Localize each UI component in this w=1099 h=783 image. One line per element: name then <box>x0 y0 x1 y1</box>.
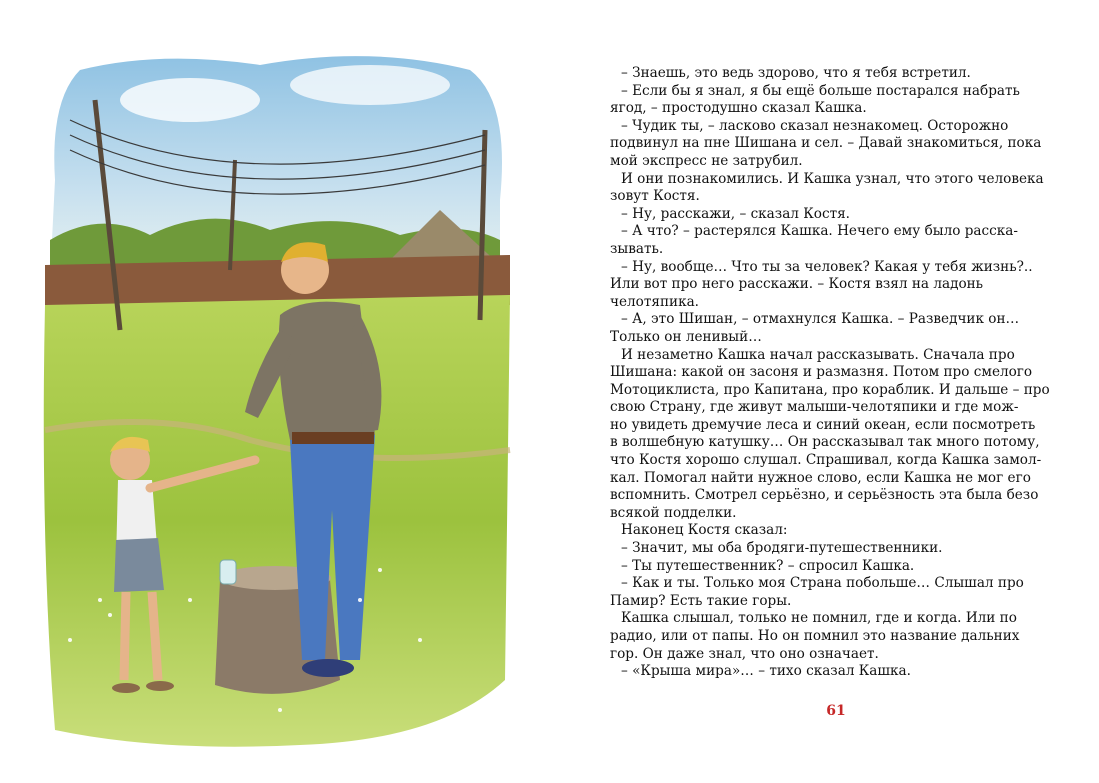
paragraph: Наконец Костя сказал: <box>621 522 788 539</box>
paragraph: И незаметно Кашка начал рассказывать. Сначала про Шишана: какой он засоня и размазня. Потом про смелого Мотоциклиста, про Капитана, про кораблик. И дальше – про свою Страну, где живут малыши-челотяпики и где мож- но увидеть дремучие леса и синий океан, если посмотреть в волшебную катушку… Он рассказывал так много потому, что Костя хорошо слушал. Спрашивал, когда Кашка замол- кал. Помогал найти нужное слово, если Кашка не мог его вспомнить. Смотрел серьёзно, и серьёзность эта была безо всякой подделки. <box>610 346 1050 521</box>
paragraph: – А что? – растерялся Кашка. Нечего ему было расска- зывать. <box>610 223 1018 257</box>
paragraph: – «Крыша мира»… – тихо сказал Кашка. <box>621 663 911 680</box>
page-number: 61 <box>826 703 846 719</box>
paragraph: Кашка слышал, только не помнил, где и когда. Или по радио, или от папы. Но он помнил это название дальних гор. Он даже знал, что оно означает. <box>610 610 1020 662</box>
paragraph: И они познакомились. И Кашка узнал, что этого человека зовут Костя. <box>610 170 1044 205</box>
illustration-boy-and-man <box>40 40 540 760</box>
paragraph: – Как и ты. Только моя Страна побольше… Слышал про Памир? Есть такие горы. <box>610 575 1024 609</box>
story-text <box>610 65 1073 681</box>
right-page <box>560 0 1099 783</box>
paragraph: – Ну, вообще… Что ты за человек? Какая у тебя жизнь?.. Или вот про него расскажи. – Костя взял на ладонь челотяпика. <box>610 258 1033 310</box>
paragraph: – Если бы я знал, я бы ещё больше постарался набрать ягод, – простодушно сказал Кашка. <box>610 82 1020 117</box>
cloud <box>120 78 260 122</box>
paragraph: – Знаешь, это ведь здорово, что я тебя встретил. <box>621 65 971 81</box>
glass-jar <box>220 560 236 584</box>
paragraph: – А, это Шишан, – отмахнулся Кашка. – Разведчик он… Только он ленивый… <box>610 311 1020 345</box>
paragraph: – Ты путешественник? – спросил Кашка. <box>621 557 915 574</box>
paragraph: – Значит, мы оба бродяги-путешественники. <box>621 540 943 557</box>
paragraph: – Чудик ты, – ласково сказал незнакомец. Осторожно подвинул на пне Шишана и сел. – Давай знакомиться, пока мой экспресс не затрубил. <box>610 117 1042 169</box>
paragraph: – Ну, расскажи, – сказал Костя. <box>621 205 850 222</box>
cloud <box>290 65 450 105</box>
